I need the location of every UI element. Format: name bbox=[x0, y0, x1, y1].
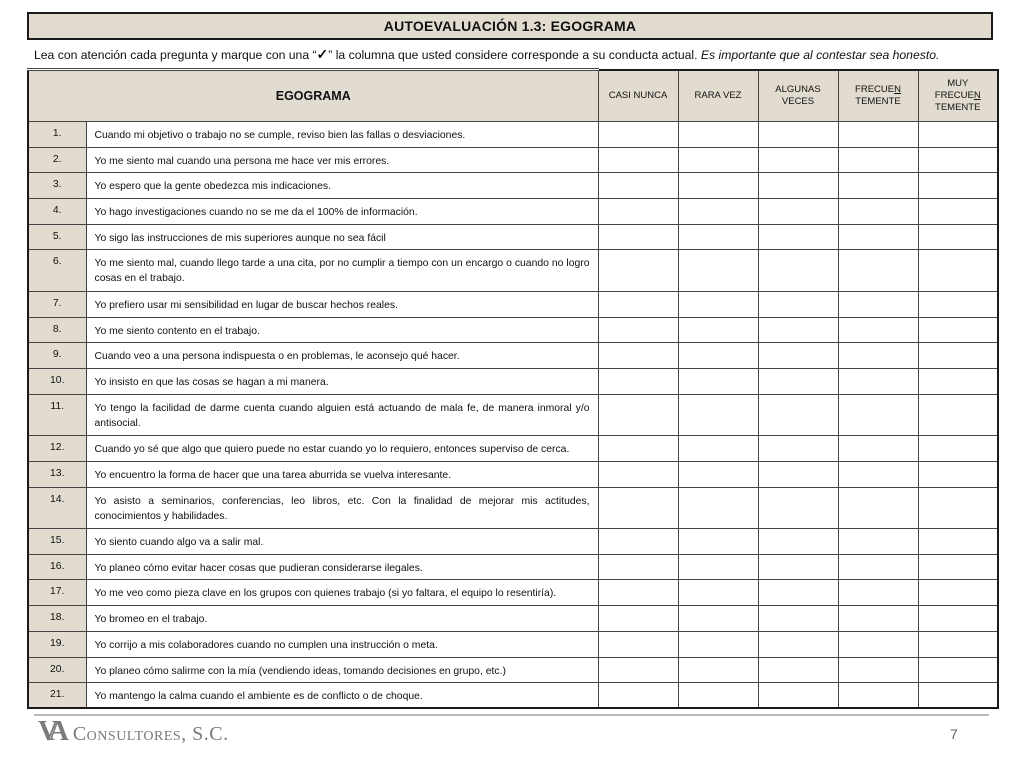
answer-cell-casi-nunca[interactable] bbox=[598, 250, 678, 292]
answer-cell-casi-nunca[interactable] bbox=[598, 631, 678, 657]
table-row bbox=[28, 461, 998, 487]
answer-cell-casi-nunca[interactable] bbox=[598, 343, 678, 369]
question-text: Yo insisto en que las cosas se hagan a mi manera. bbox=[86, 369, 598, 395]
answer-cell-algunas-veces[interactable] bbox=[758, 317, 838, 343]
logo-mark: VA bbox=[38, 716, 63, 747]
answer-cell-rara-vez[interactable] bbox=[678, 317, 758, 343]
table-row bbox=[28, 683, 998, 709]
answer-cell-algunas-veces[interactable] bbox=[758, 606, 838, 632]
col-muy-frecuen-a: FRECUE bbox=[934, 89, 974, 101]
table-row bbox=[28, 317, 998, 343]
question-number: 20. bbox=[28, 657, 86, 683]
answer-cell-muy-frecuentemente[interactable] bbox=[918, 291, 998, 317]
table-row bbox=[28, 122, 998, 148]
answer-cell-muy-frecuentemente[interactable] bbox=[918, 580, 998, 606]
question-number: 3. bbox=[28, 173, 86, 199]
answer-cell-muy-frecuentemente[interactable] bbox=[918, 343, 998, 369]
answer-cell-rara-vez[interactable] bbox=[678, 606, 758, 632]
table-row bbox=[28, 173, 998, 199]
question-text: Yo encuentro la forma de hacer que una tarea aburrida se vuelva interesante. bbox=[86, 461, 598, 487]
question-number: 1. bbox=[28, 122, 86, 148]
answer-cell-frecuentemente[interactable] bbox=[838, 173, 918, 199]
question-number: 13. bbox=[28, 461, 86, 487]
answer-cell-casi-nunca[interactable] bbox=[598, 122, 678, 148]
col-algunas-line1: ALGUNAS bbox=[775, 83, 821, 95]
answer-cell-muy-frecuentemente[interactable] bbox=[918, 173, 998, 199]
answer-cell-algunas-veces[interactable] bbox=[758, 631, 838, 657]
instructions-emphasis: Es importante que al contestar sea honesto. bbox=[700, 48, 940, 62]
question-number: 11. bbox=[28, 394, 86, 436]
answer-cell-muy-frecuentemente[interactable] bbox=[918, 554, 998, 580]
answer-cell-rara-vez[interactable] bbox=[678, 199, 758, 225]
answer-cell-algunas-veces[interactable] bbox=[758, 173, 838, 199]
answer-cell-muy-frecuentemente[interactable] bbox=[918, 224, 998, 250]
answer-cell-algunas-veces[interactable] bbox=[758, 580, 838, 606]
answer-cell-frecuentemente[interactable] bbox=[838, 631, 918, 657]
answer-cell-frecuentemente[interactable] bbox=[838, 394, 918, 436]
answer-cell-rara-vez[interactable] bbox=[678, 631, 758, 657]
answer-cell-casi-nunca[interactable] bbox=[598, 394, 678, 436]
answer-cell-algunas-veces[interactable] bbox=[758, 394, 838, 436]
answer-cell-algunas-veces[interactable] bbox=[758, 224, 838, 250]
col-frecuentemente bbox=[838, 70, 918, 122]
answer-cell-rara-vez[interactable] bbox=[678, 369, 758, 395]
answer-cell-muy-frecuentemente[interactable] bbox=[918, 436, 998, 462]
answer-cell-rara-vez[interactable] bbox=[678, 122, 758, 148]
table-row bbox=[28, 554, 998, 580]
answer-cell-frecuentemente[interactable] bbox=[838, 606, 918, 632]
question-number: 19. bbox=[28, 631, 86, 657]
answer-cell-frecuentemente[interactable] bbox=[838, 369, 918, 395]
answer-cell-casi-nunca[interactable] bbox=[598, 173, 678, 199]
answer-cell-muy-frecuentemente[interactable] bbox=[918, 487, 998, 529]
answer-cell-muy-frecuentemente[interactable] bbox=[918, 529, 998, 555]
answer-cell-frecuentemente[interactable] bbox=[838, 343, 918, 369]
col-algunas-line2: VECES bbox=[781, 95, 815, 107]
question-number: 18. bbox=[28, 606, 86, 632]
question-text: Yo tengo la facilidad de darme cuenta cuando alguien está actuando de mala fe, de manera inmoral y/o antisocial. bbox=[86, 394, 598, 436]
question-text: Yo bromeo en el trabajo. bbox=[86, 606, 598, 632]
instructions-before: Lea con atención cada pregunta y marque con una “ bbox=[34, 48, 317, 62]
answer-cell-casi-nunca[interactable] bbox=[598, 436, 678, 462]
table-row bbox=[28, 487, 998, 529]
table-row bbox=[28, 436, 998, 462]
company-logo bbox=[38, 716, 229, 746]
col-muy: MUY bbox=[947, 77, 969, 89]
answer-cell-frecuentemente[interactable] bbox=[838, 122, 918, 148]
col-muy-frecuen-c: TEMENTE bbox=[935, 101, 981, 113]
question-number: 8. bbox=[28, 317, 86, 343]
question-text: Yo planeo cómo salirme con la mía (vendiendo ideas, tomando decisiones en grupo, etc.) bbox=[86, 657, 598, 683]
instructions-text bbox=[34, 44, 994, 64]
answer-cell-frecuentemente[interactable] bbox=[838, 224, 918, 250]
answer-cell-frecuentemente[interactable] bbox=[838, 147, 918, 173]
question-text: Yo espero que la gente obedezca mis indicaciones. bbox=[86, 173, 598, 199]
answer-cell-frecuentemente[interactable] bbox=[838, 436, 918, 462]
answer-cell-casi-nunca[interactable] bbox=[598, 657, 678, 683]
table-row bbox=[28, 369, 998, 395]
answer-cell-frecuentemente[interactable] bbox=[838, 580, 918, 606]
table-row bbox=[28, 199, 998, 225]
answer-cell-algunas-veces[interactable] bbox=[758, 529, 838, 555]
answer-cell-algunas-veces[interactable] bbox=[758, 369, 838, 395]
question-number: 16. bbox=[28, 554, 86, 580]
answer-cell-rara-vez[interactable] bbox=[678, 580, 758, 606]
answer-cell-frecuentemente[interactable] bbox=[838, 487, 918, 529]
answer-cell-casi-nunca[interactable] bbox=[598, 199, 678, 225]
col-rara-vez: RARA VEZ bbox=[678, 70, 758, 122]
table-row bbox=[28, 394, 998, 436]
table-row bbox=[28, 343, 998, 369]
answer-cell-casi-nunca[interactable] bbox=[598, 606, 678, 632]
answer-cell-algunas-veces[interactable] bbox=[758, 487, 838, 529]
answer-cell-casi-nunca[interactable] bbox=[598, 147, 678, 173]
table-row bbox=[28, 250, 998, 292]
instructions-after: ” la columna que usted considere corresponde a su conducta actual. bbox=[328, 48, 701, 62]
answer-cell-rara-vez[interactable] bbox=[678, 250, 758, 292]
answer-cell-algunas-veces[interactable] bbox=[758, 199, 838, 225]
col-frecuen-a: FRECUE bbox=[855, 83, 895, 95]
answer-cell-frecuentemente[interactable] bbox=[838, 529, 918, 555]
table-row bbox=[28, 224, 998, 250]
question-number: 7. bbox=[28, 291, 86, 317]
question-number: 12. bbox=[28, 436, 86, 462]
question-number: 17. bbox=[28, 580, 86, 606]
question-text: Yo me siento mal, cuando llego tarde a una cita, por no cumplir a tiempo con un encargo o cuando no logro cosas en el trabajo. bbox=[86, 250, 598, 292]
answer-cell-casi-nunca[interactable] bbox=[598, 683, 678, 709]
answer-cell-casi-nunca[interactable] bbox=[598, 461, 678, 487]
answer-cell-muy-frecuentemente[interactable] bbox=[918, 657, 998, 683]
table-row bbox=[28, 631, 998, 657]
answer-cell-frecuentemente[interactable] bbox=[838, 199, 918, 225]
answer-cell-muy-frecuentemente[interactable] bbox=[918, 683, 998, 709]
col-algunas-veces bbox=[758, 70, 838, 122]
answer-cell-algunas-veces[interactable] bbox=[758, 250, 838, 292]
question-text: Yo mantengo la calma cuando el ambiente es de conflicto o de choque. bbox=[86, 683, 598, 709]
answer-cell-rara-vez[interactable] bbox=[678, 224, 758, 250]
answer-cell-casi-nunca[interactable] bbox=[598, 291, 678, 317]
answer-cell-casi-nunca[interactable] bbox=[598, 554, 678, 580]
logo-text: Consultores, S.C. bbox=[72, 723, 229, 745]
answer-cell-frecuentemente[interactable] bbox=[838, 683, 918, 709]
table-body bbox=[28, 122, 998, 709]
answer-cell-muy-frecuentemente[interactable] bbox=[918, 394, 998, 436]
table-row bbox=[28, 657, 998, 683]
answer-cell-frecuentemente[interactable] bbox=[838, 554, 918, 580]
answer-cell-frecuentemente[interactable] bbox=[838, 291, 918, 317]
answer-cell-muy-frecuentemente[interactable] bbox=[918, 147, 998, 173]
table-header-row bbox=[28, 70, 998, 122]
answer-cell-algunas-veces[interactable] bbox=[758, 554, 838, 580]
question-number: 2. bbox=[28, 147, 86, 173]
answer-cell-rara-vez[interactable] bbox=[678, 683, 758, 709]
col-muy-frecuentemente bbox=[918, 70, 998, 122]
egograma-header: EGOGRAMA bbox=[28, 70, 598, 122]
answer-cell-muy-frecuentemente[interactable] bbox=[918, 199, 998, 225]
question-number: 15. bbox=[28, 529, 86, 555]
page-number: 7 bbox=[950, 726, 958, 742]
answer-cell-muy-frecuentemente[interactable] bbox=[918, 122, 998, 148]
answer-cell-algunas-veces[interactable] bbox=[758, 436, 838, 462]
answer-cell-rara-vez[interactable] bbox=[678, 394, 758, 436]
answer-cell-casi-nunca[interactable] bbox=[598, 224, 678, 250]
answer-cell-rara-vez[interactable] bbox=[678, 343, 758, 369]
answer-cell-algunas-veces[interactable] bbox=[758, 461, 838, 487]
question-text: Cuando mi objetivo o trabajo no se cumple, reviso bien las fallas o desviaciones. bbox=[86, 122, 598, 148]
answer-cell-frecuentemente[interactable] bbox=[838, 317, 918, 343]
answer-cell-muy-frecuentemente[interactable] bbox=[918, 250, 998, 292]
answer-cell-rara-vez[interactable] bbox=[678, 436, 758, 462]
answer-cell-rara-vez[interactable] bbox=[678, 147, 758, 173]
table-row bbox=[28, 291, 998, 317]
page-title: AUTOEVALUACIÓN 1.3: EGOGRAMA bbox=[27, 12, 993, 40]
question-number: 10. bbox=[28, 369, 86, 395]
question-text: Cuando veo a una persona indispuesta o en problemas, le aconsejo qué hacer. bbox=[86, 343, 598, 369]
answer-cell-muy-frecuentemente[interactable] bbox=[918, 606, 998, 632]
question-number: 6. bbox=[28, 250, 86, 292]
answer-cell-frecuentemente[interactable] bbox=[838, 250, 918, 292]
answer-cell-muy-frecuentemente[interactable] bbox=[918, 631, 998, 657]
question-text: Yo siento cuando algo va a salir mal. bbox=[86, 529, 598, 555]
answer-cell-algunas-veces[interactable] bbox=[758, 657, 838, 683]
answer-cell-casi-nunca[interactable] bbox=[598, 317, 678, 343]
answer-cell-rara-vez[interactable] bbox=[678, 529, 758, 555]
question-text: Yo corrijo a mis colaboradores cuando no cumplen una instrucción o meta. bbox=[86, 631, 598, 657]
question-text: Yo asisto a seminarios, conferencias, leo libros, etc. Con la finalidad de mejorar mis actitudes, conocimientos y habilidades. bbox=[86, 487, 598, 529]
col-frecuen-b: N bbox=[894, 83, 901, 95]
answer-cell-rara-vez[interactable] bbox=[678, 461, 758, 487]
answer-cell-rara-vez[interactable] bbox=[678, 173, 758, 199]
answer-cell-casi-nunca[interactable] bbox=[598, 580, 678, 606]
answer-cell-muy-frecuentemente[interactable] bbox=[918, 317, 998, 343]
question-number: 9. bbox=[28, 343, 86, 369]
answer-cell-rara-vez[interactable] bbox=[678, 657, 758, 683]
question-text: Cuando yo sé que algo que quiero puede no estar cuando yo lo requiero, entonces superviso de cerca. bbox=[86, 436, 598, 462]
answer-cell-casi-nunca[interactable] bbox=[598, 529, 678, 555]
question-text: Yo prefiero usar mi sensibilidad en lugar de buscar hechos reales. bbox=[86, 291, 598, 317]
col-frecuen-c: TEMENTE bbox=[855, 95, 901, 107]
answer-cell-algunas-veces[interactable] bbox=[758, 291, 838, 317]
question-text: Yo me veo como pieza clave en los grupos con quienes trabajo (si yo faltara, el equipo lo resentiría). bbox=[86, 580, 598, 606]
table-row bbox=[28, 529, 998, 555]
answer-cell-algunas-veces[interactable] bbox=[758, 122, 838, 148]
answer-cell-frecuentemente[interactable] bbox=[838, 461, 918, 487]
answer-cell-algunas-veces[interactable] bbox=[758, 343, 838, 369]
col-casi-nunca: CASI NUNCA bbox=[598, 70, 678, 122]
answer-cell-frecuentemente[interactable] bbox=[838, 657, 918, 683]
question-text: Yo me siento mal cuando una persona me hace ver mis errores. bbox=[86, 147, 598, 173]
table-row bbox=[28, 606, 998, 632]
question-text: Yo me siento contento en el trabajo. bbox=[86, 317, 598, 343]
answer-cell-rara-vez[interactable] bbox=[678, 487, 758, 529]
answer-cell-muy-frecuentemente[interactable] bbox=[918, 461, 998, 487]
question-text: Yo hago investigaciones cuando no se me da el 100% de información. bbox=[86, 199, 598, 225]
answer-cell-rara-vez[interactable] bbox=[678, 554, 758, 580]
answer-cell-algunas-veces[interactable] bbox=[758, 683, 838, 709]
answer-cell-rara-vez[interactable] bbox=[678, 291, 758, 317]
question-text: Yo sigo las instrucciones de mis superiores aunque no sea fácil bbox=[86, 224, 598, 250]
egograma-table bbox=[27, 68, 999, 709]
checkmark-icon: ✓ bbox=[316, 46, 329, 62]
question-number: 4. bbox=[28, 199, 86, 225]
table-row bbox=[28, 147, 998, 173]
col-muy-frecuen-b: N bbox=[973, 89, 981, 101]
answer-cell-muy-frecuentemente[interactable] bbox=[918, 369, 998, 395]
question-number: 14. bbox=[28, 487, 86, 529]
answer-cell-algunas-veces[interactable] bbox=[758, 147, 838, 173]
answer-cell-casi-nunca[interactable] bbox=[598, 487, 678, 529]
answer-cell-casi-nunca[interactable] bbox=[598, 369, 678, 395]
question-text: Yo planeo cómo evitar hacer cosas que pudieran considerarse ilegales. bbox=[86, 554, 598, 580]
question-number: 21. bbox=[28, 683, 86, 709]
table-row bbox=[28, 580, 998, 606]
question-number: 5. bbox=[28, 224, 86, 250]
